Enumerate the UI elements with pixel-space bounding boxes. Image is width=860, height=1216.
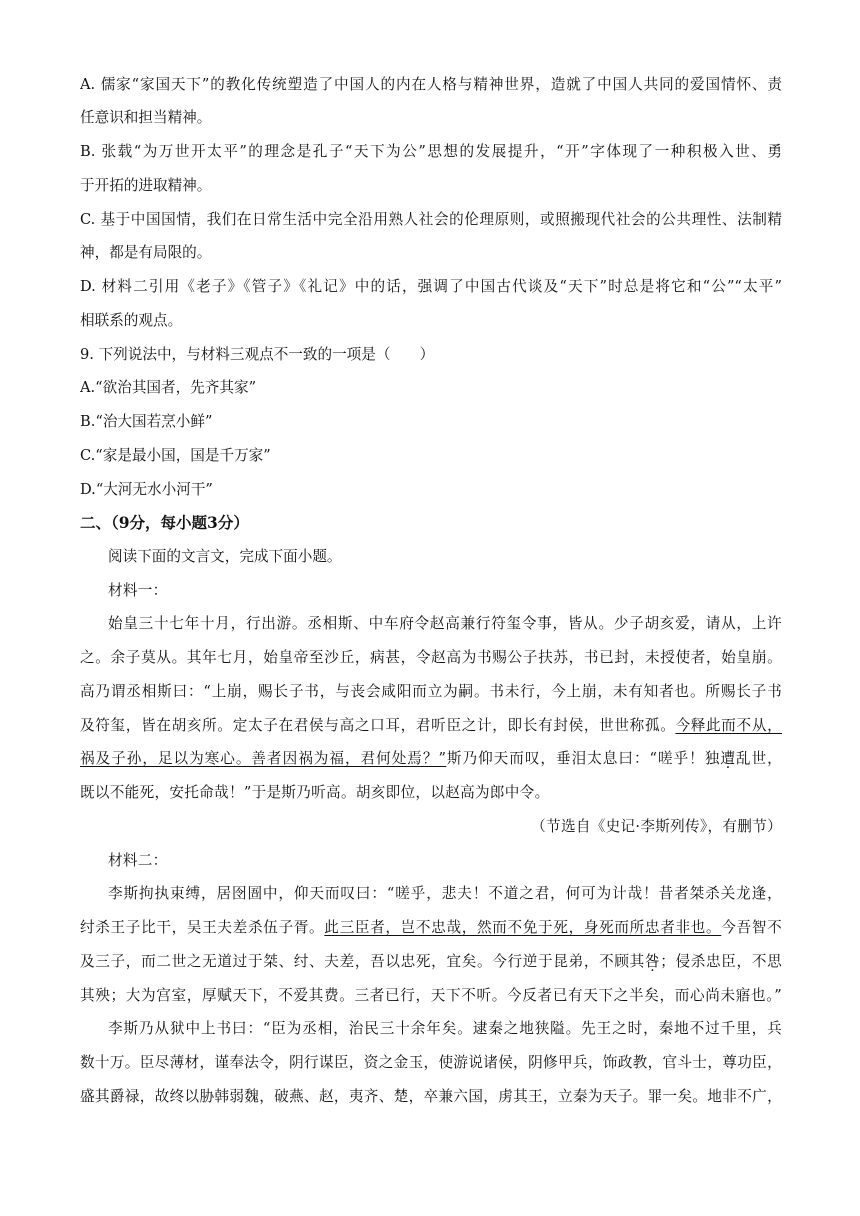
material2-line: 数十万。臣尽薄材，谨奉法令，阴行谋臣，资之金玉，使游说诸侯，阴修甲兵，饰政教，官斗士，尊功臣， [80,1054,782,1071]
section-instruction: 阅读下面的文言文，完成下面小题。 [108,548,342,565]
material1-line: 高乃谓丞相斯曰：“上崩，赐长子书，与丧会咸阳而立为嗣。书未行，今上崩，未有知者也。所赐长子书 [80,683,782,700]
q9-option-a: A.“欲治其国者，先齐其家” [80,379,257,396]
underlined-sentence: 此三臣者，岂不忠哉，然而不免于死，身死而所忠者非也。 [324,919,722,936]
material2-line: 盛其爵禄，故终以胁韩弱魏，破燕、赵，夷齐、楚，卒兼六国，虏其王，立秦为天子。罪一矣。地非不广， [80,1088,782,1105]
material1-line: 既以不能死，安托命哉！”于是斯乃听高。胡亥即位，以赵高为郎中令。 [80,784,550,801]
dotted-character: 遭 [720,750,736,767]
q9-stem: 9. 下列说法中，与材料三观点不一致的一项是（ ） [80,346,435,363]
q9-option-b: B.“治大国若烹小鲜” [80,413,213,430]
material2-line: 李斯乃从狱中上书曰：“臣为丞相，治民三十余年矣。逮秦之地狭隘。先王之时，秦地不过千里，兵 [108,1020,782,1037]
material2-text: 纣杀王子比干，吴王夫差杀伍子胥。 [80,919,325,936]
q8-option-c-line2: 神，都是有局限的。 [80,244,212,261]
q8-option-a-line1: A. 儒家“家国天下”的教化传统塑造了中国人的内在人格与精神世界，造就了中国人共同的爱国情怀、责 [80,76,782,93]
q8-option-d-line1: D. 材料二引用《老子》《管子》《礼记》中的话，强调了中国古代谈及“天下”时总是将它和“公”“太平” [80,278,782,295]
material2-text: 今吾智不 [721,919,782,936]
material1-line: 之。余子莫从。其年七月，始皇帝至沙丘，病甚，令赵高为书赐公子扶苏，书已封，未授使者，始皇崩。 [80,649,782,666]
material1-label: 材料一： [108,582,168,599]
material1-line: 始皇三十七年十月，行出游。丞相斯、中车府令赵高兼行符玺令事，皆从。少子胡亥爱，请从，上许 [108,615,782,632]
underlined-sentence: 祸及子孙，足以为寒心。善者因祸为福，君何处焉？” [80,750,447,767]
material2-label: 材料二： [108,852,168,869]
material1-line-5 [80,748,782,770]
material1-text: 乱世， [735,750,782,767]
section-heading: 二、（9分，每小题3分） [80,513,249,532]
material2-text: 及三子，而二世之无道过于桀、纣、夫差，吾以忠死，宜矣。今行逆于昆弟，不顾其 [80,953,645,970]
material2-line: 其殃；大为宫室，厚赋天下，不爱其费。三者已行，天下不听。今反者已有天下之半矣，而心尚未寤也。” [80,987,782,1004]
material2-line-2 [80,917,782,939]
material1-source: （节选自《史记·李斯列传》，有删节） [531,818,782,835]
material2-line-3 [80,951,782,973]
material1-text: 及符玺，皆在胡亥所。定太子在君侯与高之口耳，君听臣之计，即长有封侯，世世称孤。 [80,717,676,734]
q9-option-d: D.“大河无水小河干” [80,481,213,498]
material1-text: 斯乃仰天而叹，垂泪太息曰：“嗟乎！独 [446,750,721,767]
underlined-sentence: 今释此而不从， [675,717,782,734]
q8-option-d-line2: 相联系的观点。 [80,312,183,329]
material2-text: ；侵杀忠臣，不思 [660,953,782,970]
material2-line: 李斯拘执束缚，居囹圄中，仰天而叹曰：“嗟乎，悲夫！不道之君，何可为计哉！昔者桀杀关龙逢， [108,885,782,902]
q8-option-b-line2: 于开拓的进取精神。 [80,177,212,194]
q8-option-b-line1: B. 张载“为万世开太平”的理念是孔子“天下为公”思想的发展提升，“开”字体现了一种积极入世、勇 [80,143,782,160]
q8-option-a-line2: 任意识和担当精神。 [80,109,212,126]
q9-option-c: C.“家是最小国，国是千万家” [80,447,271,464]
q8-option-c-line1: C. 基于中国国情，我们在日常生活中完全沿用熟人社会的伦理原则，或照搬现代社会的公共理性、法制精 [80,211,782,228]
dotted-character: 咎 [644,953,661,970]
material1-line-4 [80,715,782,737]
